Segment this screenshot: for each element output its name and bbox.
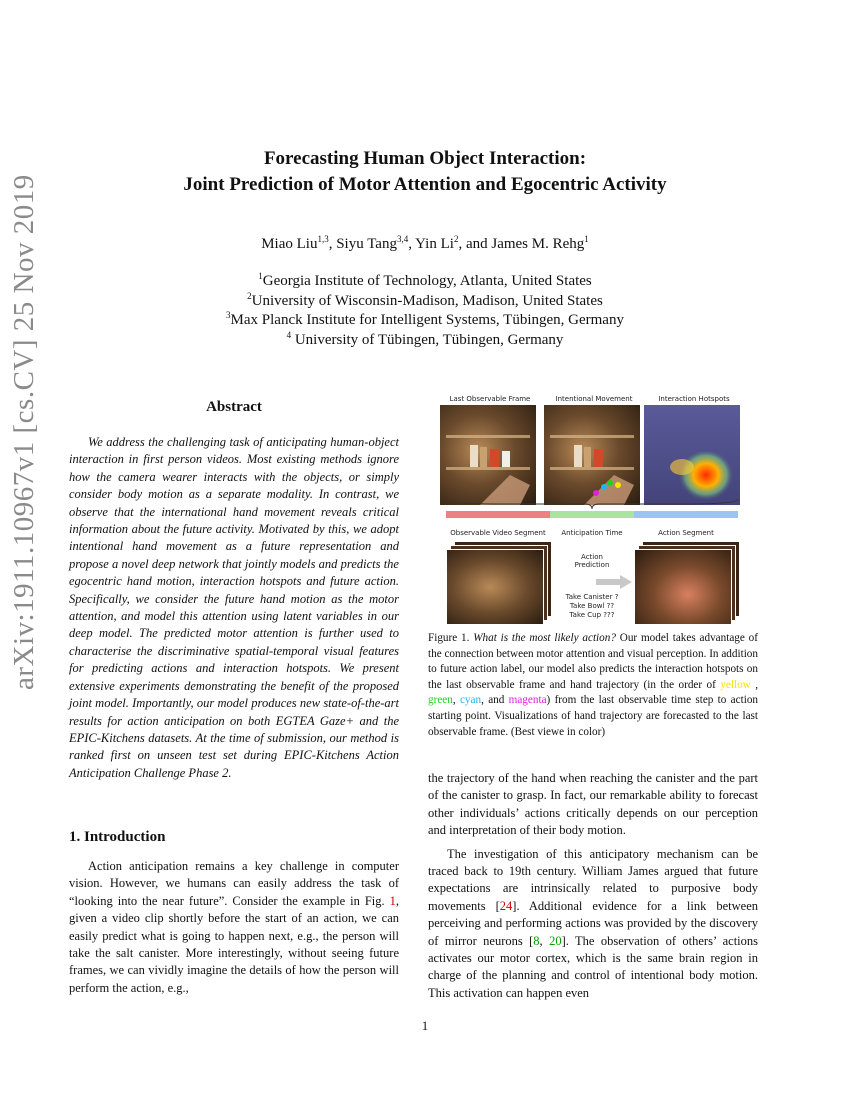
color-word-yellow: yellow <box>720 678 751 691</box>
trajectory-point-cyan <box>601 484 607 490</box>
introduction-heading: 1. Introduction <box>69 829 166 845</box>
trajectory-point-yellow <box>615 482 621 488</box>
action-frame-stack <box>634 541 738 623</box>
affiliation: $^4$ University of Tübingen, Tübingen, Germany <box>286 329 564 348</box>
affiliation: $^2$University of Wisconsin-Madison, Madison, United States <box>247 290 603 309</box>
label-observable-video-segment: Observable Video Segment <box>450 529 546 537</box>
label-action-segment: Action Segment <box>658 529 714 537</box>
color-word-magenta: magenta <box>508 694 547 707</box>
affiliation: $^3$Max Planck Institute for Intelligent Systems, Tübingen, Germany <box>226 310 624 328</box>
affiliation: $^1$Georgia Institute of Technology, Atlanta, United States <box>258 271 592 289</box>
label-last-observable-frame: Last Observable Frame <box>449 395 531 403</box>
trajectory-point-magenta <box>593 490 599 496</box>
segment-bracket <box>440 497 744 511</box>
author: Yin Li$^2$, and <box>415 234 492 252</box>
kitchen-shelf-image <box>440 405 536 505</box>
label-interaction-hotspots: Interaction Hotspots <box>658 395 730 403</box>
label-action-prediction: Action Prediction <box>574 553 610 569</box>
candidate-actions: Take Canister ? Take Bowl ?? Take Cup ??? <box>565 593 619 619</box>
abstract-body: We address the challenging task of anticipating human-object interaction in first person videos. Most existing methods ignore how the camera wearer interacts with the objects, or simply consider body motion as a separate modality. In contrast, we observe that the international hand movement reveals critical information about the future activity. Motivated by this, we adopt intentional hand movement as a future representation and propose a novel deep network that jointly models and predicts the egocentric hand motion, interaction hotspots and future action. Specifically, we consider the future hand motion as the motor attention, and model this attention using latent variables in our deep model. The predicted motor attention is further used to characterise the discriminative spatial-temporal visual features for predicting actions and interaction hotspots. We present extensive experiments demonstrating the benefit of the proposed joint model. Importantly, our model produces new state-of-the-art results for action anticipation on both EGTEA Gaze+ and the EPIC-Kitchens datasets. At the time of submission, our method is ranked first on unseen test set during EPIC-Kitchens Action Anticipation Challenge Phase 2. <box>69 435 399 780</box>
author: James M. Rehg$^1$ <box>491 234 589 252</box>
figure-1-caption: Figure 1. What is the most likely action? Our model takes advantage of the connection between motor attention and visual perception. In addition to future action label, our model also predicts the interaction hotspots on the last observable frame and hand trajectory (in the order of yellow , green, cyan, and magenta) from the last observable time step to action starting point. Visualizations of hand trajectory are forecasted to the last observable frame. (Best viewe in color) <box>428 632 759 738</box>
arxiv-identifier: arXiv:1911.10967v1 [cs.CV] 25 Nov 2019 <box>8 174 40 690</box>
title-line-1: Forecasting Human Object Interaction: <box>263 148 587 169</box>
author: Miao Liu$^{1,3}$, <box>261 234 337 252</box>
title-line-2: Joint Prediction of Motor Attention and Egocentric Activity <box>183 174 667 195</box>
observable-segment-bar <box>446 511 550 518</box>
abstract-heading: Abstract <box>206 399 262 415</box>
color-word-cyan: cyan <box>459 694 482 707</box>
color-word-green: green <box>428 694 453 707</box>
hand-trajectory-image <box>544 405 640 505</box>
figure-ref-link[interactable]: 1 <box>389 893 396 908</box>
frame-last-observable <box>440 405 536 505</box>
figure-1 <box>440 393 744 623</box>
frame-intentional-movement <box>544 405 640 505</box>
observable-frame-stack <box>446 541 550 623</box>
hotspot-heatmap-image <box>644 405 740 505</box>
paper-title <box>0 146 850 198</box>
affiliation-list <box>0 272 850 350</box>
trajectory-point-green <box>607 480 613 486</box>
author: Siyu Tang$^{3,4}$, <box>336 234 416 252</box>
introduction-body: Action anticipation remains a key challenge in computer vision. However, we humans can easily address the task of “looking into the near future”. Consider the example in Fig. 1, given a video clip shortly before the start of an action, we can easily predict what is going to happen next, e.g., the person will take the salt canister. More interestingly, without seeing future frames, we can vividly imagine the details of how the person will perform the action, e.g., <box>69 859 399 995</box>
citation-link[interactable]: 24 <box>499 898 513 913</box>
arrow-right-icon <box>596 575 632 589</box>
citation-link[interactable]: 8 <box>533 933 540 948</box>
anticipation-segment-bar <box>550 511 634 518</box>
page-number: 1 <box>421 1018 429 1033</box>
frame-interaction-hotspots <box>644 405 740 505</box>
author-list <box>0 236 850 253</box>
citation-link[interactable]: 20 <box>549 933 562 948</box>
right-column-body: the trajectory of the hand when reaching the canister and the part of the canister to grasp. In fact, our remarkable ability to forecast other individuals’ actions critically depends on our perception and interpretation of their body motion. The investigation of this anticipatory mechanism can be traced back to 19th century. William James argued that future expectations are intrinsically related to purposive body movements [24]. Additional evidence for a link between perceiving and performing actions was provided by the discovery of mirror neurons [8, 20]. The observation of others’ actions activates our motor cortex, which is the same brain region in charge of the planning and control of intentional body motion. This activation can happen even <box>428 771 758 1000</box>
label-anticipation-time: Anticipation Time <box>561 529 623 537</box>
action-segment-bar <box>634 511 738 518</box>
label-intentional-movement: Intentional Movement <box>555 395 633 403</box>
